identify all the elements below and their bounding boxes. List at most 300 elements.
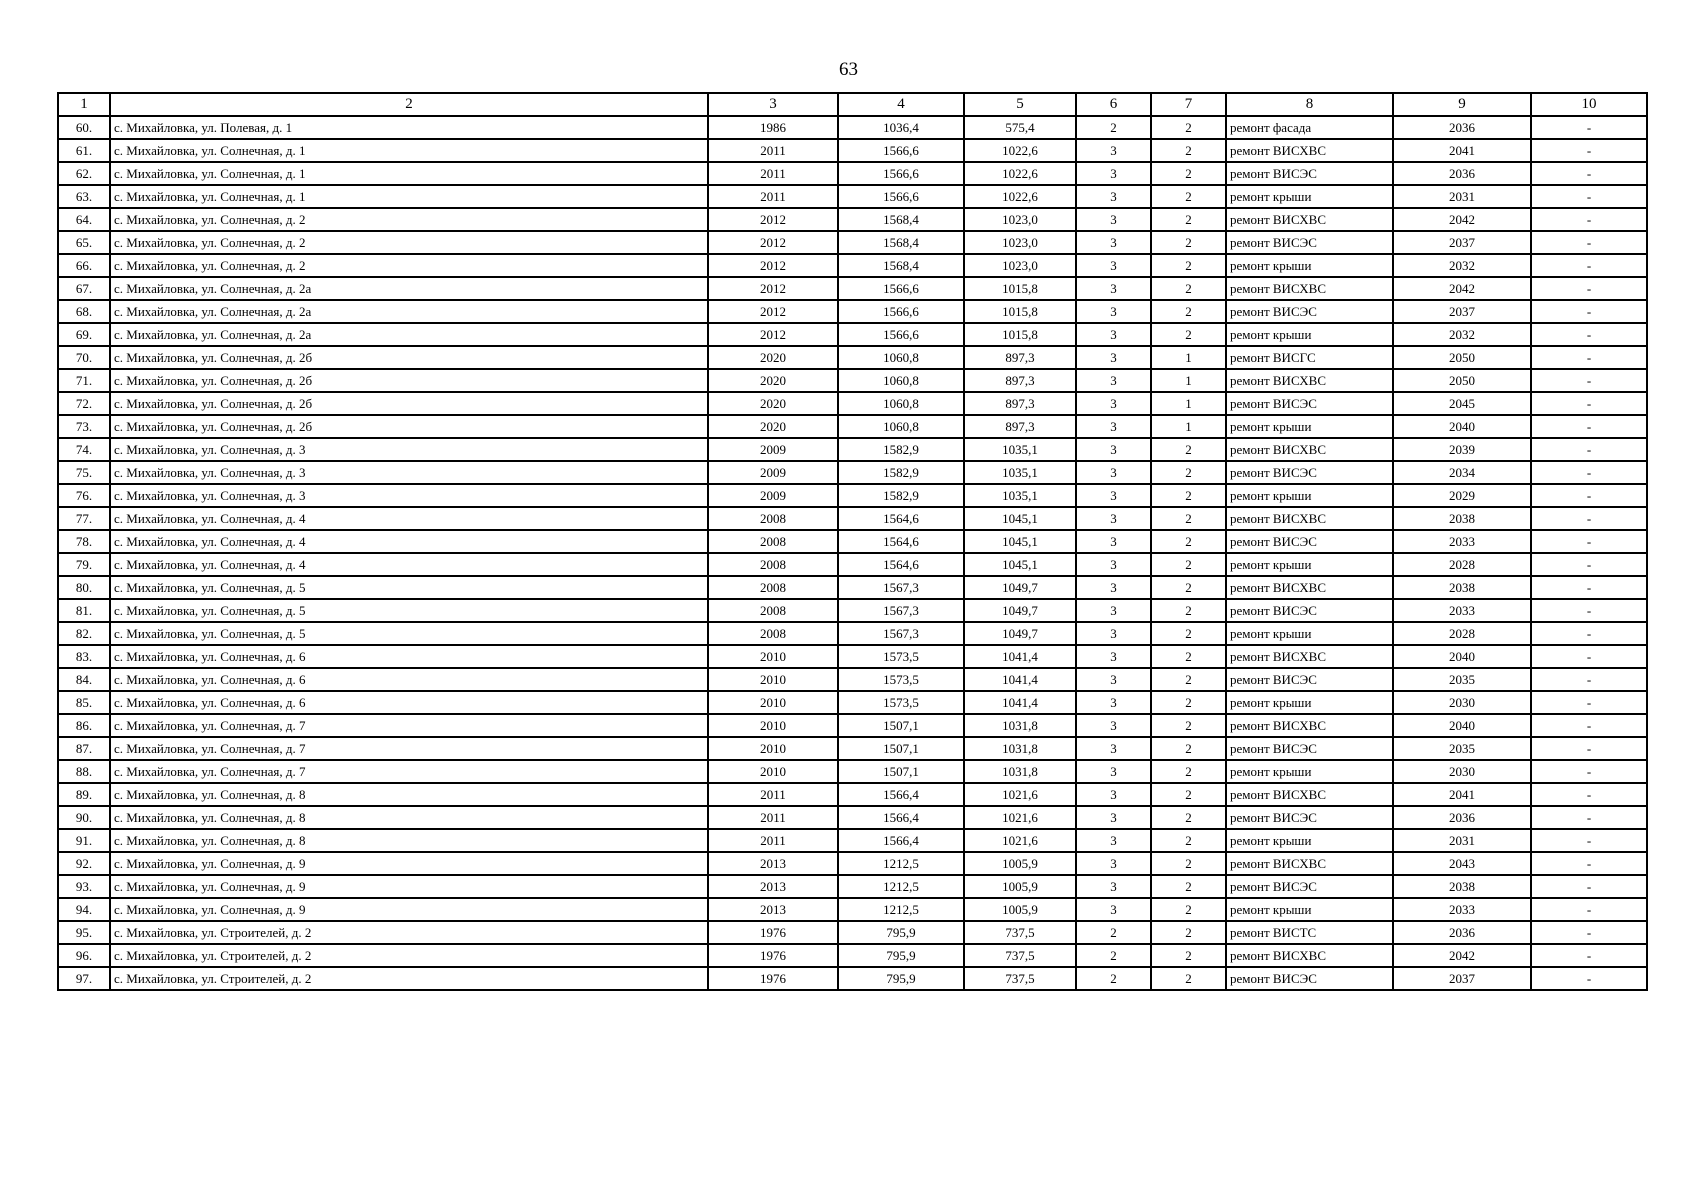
living-area-cell: 1022,6 [964, 162, 1076, 185]
year-built-cell: 2008 [708, 530, 838, 553]
address-cell: с. Михайловка, ул. Солнечная, д. 2б [110, 346, 708, 369]
entrances-cell: 2 [1151, 484, 1226, 507]
planned-year-cell: 2050 [1393, 346, 1531, 369]
work-type-cell: ремонт крыши [1226, 185, 1393, 208]
entrances-cell: 2 [1151, 461, 1226, 484]
living-area-cell: 1022,6 [964, 139, 1076, 162]
entrances-cell: 2 [1151, 208, 1226, 231]
planned-year-cell: 2035 [1393, 668, 1531, 691]
living-area-cell: 897,3 [964, 392, 1076, 415]
year-built-cell: 2010 [708, 645, 838, 668]
planned-year-cell: 2042 [1393, 277, 1531, 300]
table-row [58, 783, 1647, 806]
note-cell: - [1531, 185, 1647, 208]
work-type-cell: ремонт ВИСЭС [1226, 668, 1393, 691]
table-row [58, 323, 1647, 346]
address-cell: с. Михайловка, ул. Солнечная, д. 2а [110, 277, 708, 300]
floors-cell: 3 [1076, 300, 1151, 323]
living-area-cell: 575,4 [964, 116, 1076, 139]
address-cell: с. Михайловка, ул. Строителей, д. 2 [110, 921, 708, 944]
row-number-cell: 74. [58, 438, 110, 461]
planned-year-cell: 2036 [1393, 116, 1531, 139]
floors-cell: 3 [1076, 806, 1151, 829]
year-built-cell: 2011 [708, 185, 838, 208]
column-header: 3 [708, 93, 838, 116]
floors-cell: 3 [1076, 392, 1151, 415]
year-built-cell: 2011 [708, 139, 838, 162]
total-area-cell: 1566,6 [838, 300, 964, 323]
address-cell: с. Михайловка, ул. Солнечная, д. 2б [110, 415, 708, 438]
note-cell: - [1531, 783, 1647, 806]
living-area-cell: 737,5 [964, 944, 1076, 967]
work-type-cell: ремонт крыши [1226, 553, 1393, 576]
planned-year-cell: 2031 [1393, 185, 1531, 208]
table-row [58, 231, 1647, 254]
total-area-cell: 1568,4 [838, 208, 964, 231]
row-number-cell: 91. [58, 829, 110, 852]
table-row [58, 415, 1647, 438]
total-area-cell: 1507,1 [838, 760, 964, 783]
row-number-cell: 97. [58, 967, 110, 990]
table-row [58, 162, 1647, 185]
note-cell: - [1531, 760, 1647, 783]
total-area-cell: 1573,5 [838, 645, 964, 668]
note-cell: - [1531, 277, 1647, 300]
planned-year-cell: 2038 [1393, 507, 1531, 530]
address-cell: с. Михайловка, ул. Солнечная, д. 2б [110, 392, 708, 415]
note-cell: - [1531, 254, 1647, 277]
total-area-cell: 1036,4 [838, 116, 964, 139]
table-row [58, 668, 1647, 691]
work-type-cell: ремонт ВИСХВС [1226, 139, 1393, 162]
year-built-cell: 2013 [708, 852, 838, 875]
table-row [58, 484, 1647, 507]
work-type-cell: ремонт ВИСЭС [1226, 530, 1393, 553]
planned-year-cell: 2029 [1393, 484, 1531, 507]
address-cell: с. Михайловка, ул. Солнечная, д. 1 [110, 162, 708, 185]
address-cell: с. Михайловка, ул. Солнечная, д. 1 [110, 185, 708, 208]
living-area-cell: 1031,8 [964, 714, 1076, 737]
row-number-cell: 79. [58, 553, 110, 576]
entrances-cell: 2 [1151, 921, 1226, 944]
note-cell: - [1531, 346, 1647, 369]
year-built-cell: 2020 [708, 415, 838, 438]
planned-year-cell: 2050 [1393, 369, 1531, 392]
total-area-cell: 795,9 [838, 967, 964, 990]
total-area-cell: 1566,4 [838, 806, 964, 829]
floors-cell: 3 [1076, 254, 1151, 277]
row-number-cell: 71. [58, 369, 110, 392]
living-area-cell: 1005,9 [964, 852, 1076, 875]
planned-year-cell: 2041 [1393, 139, 1531, 162]
work-type-cell: ремонт ВИСХВС [1226, 783, 1393, 806]
work-type-cell: ремонт ВИСЭС [1226, 806, 1393, 829]
note-cell: - [1531, 921, 1647, 944]
planned-year-cell: 2041 [1393, 783, 1531, 806]
entrances-cell: 2 [1151, 783, 1226, 806]
entrances-cell: 2 [1151, 737, 1226, 760]
entrances-cell: 2 [1151, 300, 1226, 323]
planned-year-cell: 2034 [1393, 461, 1531, 484]
address-cell: с. Михайловка, ул. Полевая, д. 1 [110, 116, 708, 139]
living-area-cell: 1041,4 [964, 691, 1076, 714]
planned-year-cell: 2040 [1393, 415, 1531, 438]
living-area-cell: 1023,0 [964, 231, 1076, 254]
year-built-cell: 2012 [708, 277, 838, 300]
year-built-cell: 2010 [708, 760, 838, 783]
living-area-cell: 1015,8 [964, 277, 1076, 300]
living-area-cell: 1045,1 [964, 530, 1076, 553]
entrances-cell: 2 [1151, 760, 1226, 783]
year-built-cell: 2010 [708, 691, 838, 714]
total-area-cell: 1564,6 [838, 530, 964, 553]
note-cell: - [1531, 438, 1647, 461]
work-type-cell: ремонт ВИСГС [1226, 346, 1393, 369]
year-built-cell: 2012 [708, 208, 838, 231]
row-number-cell: 66. [58, 254, 110, 277]
planned-year-cell: 2042 [1393, 944, 1531, 967]
row-number-cell: 72. [58, 392, 110, 415]
entrances-cell: 2 [1151, 599, 1226, 622]
planned-year-cell: 2033 [1393, 898, 1531, 921]
living-area-cell: 1015,8 [964, 323, 1076, 346]
entrances-cell: 2 [1151, 530, 1226, 553]
total-area-cell: 1564,6 [838, 553, 964, 576]
table-row [58, 438, 1647, 461]
planned-year-cell: 2032 [1393, 323, 1531, 346]
work-type-cell: ремонт крыши [1226, 323, 1393, 346]
year-built-cell: 2011 [708, 162, 838, 185]
floors-cell: 3 [1076, 438, 1151, 461]
address-cell: с. Михайловка, ул. Солнечная, д. 6 [110, 668, 708, 691]
total-area-cell: 1566,6 [838, 185, 964, 208]
floors-cell: 3 [1076, 737, 1151, 760]
table-row [58, 116, 1647, 139]
row-number-cell: 63. [58, 185, 110, 208]
work-type-cell: ремонт ВИСЭС [1226, 967, 1393, 990]
row-number-cell: 81. [58, 599, 110, 622]
address-cell: с. Михайловка, ул. Солнечная, д. 8 [110, 806, 708, 829]
living-area-cell: 1005,9 [964, 875, 1076, 898]
row-number-cell: 77. [58, 507, 110, 530]
floors-cell: 3 [1076, 231, 1151, 254]
entrances-cell: 2 [1151, 967, 1226, 990]
planned-year-cell: 2038 [1393, 576, 1531, 599]
planned-year-cell: 2035 [1393, 737, 1531, 760]
note-cell: - [1531, 944, 1647, 967]
column-header: 8 [1226, 93, 1393, 116]
note-cell: - [1531, 714, 1647, 737]
address-cell: с. Михайловка, ул. Солнечная, д. 5 [110, 576, 708, 599]
entrances-cell: 2 [1151, 622, 1226, 645]
work-type-cell: ремонт ВИСХВС [1226, 645, 1393, 668]
floors-cell: 3 [1076, 415, 1151, 438]
column-header: 2 [110, 93, 708, 116]
year-built-cell: 1976 [708, 921, 838, 944]
floors-cell: 2 [1076, 944, 1151, 967]
year-built-cell: 1986 [708, 116, 838, 139]
living-area-cell: 1021,6 [964, 829, 1076, 852]
living-area-cell: 737,5 [964, 967, 1076, 990]
floors-cell: 3 [1076, 829, 1151, 852]
year-built-cell: 2010 [708, 668, 838, 691]
entrances-cell: 2 [1151, 944, 1226, 967]
floors-cell: 3 [1076, 139, 1151, 162]
planned-year-cell: 2033 [1393, 530, 1531, 553]
floors-cell: 3 [1076, 484, 1151, 507]
planned-year-cell: 2036 [1393, 806, 1531, 829]
table-row [58, 369, 1647, 392]
floors-cell: 3 [1076, 461, 1151, 484]
work-type-cell: ремонт ВИСХВС [1226, 576, 1393, 599]
floors-cell: 3 [1076, 668, 1151, 691]
planned-year-cell: 2045 [1393, 392, 1531, 415]
row-number-cell: 89. [58, 783, 110, 806]
living-area-cell: 1022,6 [964, 185, 1076, 208]
planned-year-cell: 2032 [1393, 254, 1531, 277]
total-area-cell: 1060,8 [838, 346, 964, 369]
year-built-cell: 2010 [708, 714, 838, 737]
work-type-cell: ремонт ВИСЭС [1226, 737, 1393, 760]
year-built-cell: 2009 [708, 484, 838, 507]
total-area-cell: 795,9 [838, 944, 964, 967]
address-cell: с. Михайловка, ул. Солнечная, д. 4 [110, 507, 708, 530]
note-cell: - [1531, 668, 1647, 691]
living-area-cell: 1049,7 [964, 576, 1076, 599]
work-type-cell: ремонт ВИСЭС [1226, 392, 1393, 415]
table-row [58, 254, 1647, 277]
table-row [58, 507, 1647, 530]
table-row [58, 346, 1647, 369]
entrances-cell: 2 [1151, 829, 1226, 852]
living-area-cell: 1005,9 [964, 898, 1076, 921]
table-row [58, 875, 1647, 898]
floors-cell: 3 [1076, 530, 1151, 553]
floors-cell: 2 [1076, 967, 1151, 990]
note-cell: - [1531, 645, 1647, 668]
total-area-cell: 795,9 [838, 921, 964, 944]
address-cell: с. Михайловка, ул. Солнечная, д. 5 [110, 622, 708, 645]
year-built-cell: 2012 [708, 231, 838, 254]
row-number-cell: 83. [58, 645, 110, 668]
total-area-cell: 1507,1 [838, 737, 964, 760]
row-number-cell: 93. [58, 875, 110, 898]
row-number-cell: 94. [58, 898, 110, 921]
note-cell: - [1531, 898, 1647, 921]
work-type-cell: ремонт крыши [1226, 484, 1393, 507]
work-type-cell: ремонт крыши [1226, 691, 1393, 714]
entrances-cell: 2 [1151, 898, 1226, 921]
address-cell: с. Михайловка, ул. Солнечная, д. 7 [110, 760, 708, 783]
row-number-cell: 64. [58, 208, 110, 231]
address-cell: с. Михайловка, ул. Солнечная, д. 2 [110, 231, 708, 254]
living-area-cell: 1031,8 [964, 760, 1076, 783]
floors-cell: 3 [1076, 323, 1151, 346]
work-type-cell: ремонт крыши [1226, 760, 1393, 783]
table-row [58, 921, 1647, 944]
address-cell: с. Михайловка, ул. Солнечная, д. 4 [110, 553, 708, 576]
year-built-cell: 2011 [708, 829, 838, 852]
planned-year-cell: 2028 [1393, 553, 1531, 576]
planned-year-cell: 2040 [1393, 645, 1531, 668]
floors-cell: 3 [1076, 185, 1151, 208]
planned-year-cell: 2038 [1393, 875, 1531, 898]
year-built-cell: 2008 [708, 576, 838, 599]
floors-cell: 3 [1076, 852, 1151, 875]
year-built-cell: 2008 [708, 622, 838, 645]
table-row [58, 277, 1647, 300]
total-area-cell: 1212,5 [838, 898, 964, 921]
address-cell: с. Михайловка, ул. Солнечная, д. 2а [110, 300, 708, 323]
note-cell: - [1531, 392, 1647, 415]
total-area-cell: 1060,8 [838, 392, 964, 415]
row-number-cell: 85. [58, 691, 110, 714]
table-row [58, 576, 1647, 599]
address-cell: с. Михайловка, ул. Солнечная, д. 2а [110, 323, 708, 346]
total-area-cell: 1567,3 [838, 622, 964, 645]
note-cell: - [1531, 622, 1647, 645]
table-row [58, 300, 1647, 323]
floors-cell: 3 [1076, 277, 1151, 300]
work-type-cell: ремонт ВИСТС [1226, 921, 1393, 944]
planned-year-cell: 2043 [1393, 852, 1531, 875]
page-number: 63 [839, 59, 858, 80]
address-cell: с. Михайловка, ул. Солнечная, д. 9 [110, 875, 708, 898]
address-cell: с. Михайловка, ул. Солнечная, д. 3 [110, 484, 708, 507]
total-area-cell: 1566,6 [838, 323, 964, 346]
living-area-cell: 1021,6 [964, 783, 1076, 806]
entrances-cell: 2 [1151, 714, 1226, 737]
entrances-cell: 1 [1151, 392, 1226, 415]
year-built-cell: 2008 [708, 507, 838, 530]
row-number-cell: 73. [58, 415, 110, 438]
row-number-cell: 67. [58, 277, 110, 300]
entrances-cell: 2 [1151, 875, 1226, 898]
year-built-cell: 2012 [708, 323, 838, 346]
note-cell: - [1531, 208, 1647, 231]
living-area-cell: 1049,7 [964, 622, 1076, 645]
work-type-cell: ремонт ВИСЭС [1226, 599, 1393, 622]
row-number-cell: 75. [58, 461, 110, 484]
address-cell: с. Михайловка, ул. Солнечная, д. 9 [110, 898, 708, 921]
column-header: 5 [964, 93, 1076, 116]
living-area-cell: 1035,1 [964, 438, 1076, 461]
floors-cell: 3 [1076, 783, 1151, 806]
entrances-cell: 2 [1151, 254, 1226, 277]
note-cell: - [1531, 852, 1647, 875]
note-cell: - [1531, 139, 1647, 162]
table-row [58, 185, 1647, 208]
entrances-cell: 2 [1151, 806, 1226, 829]
floors-cell: 3 [1076, 507, 1151, 530]
table-row [58, 622, 1647, 645]
planned-year-cell: 2036 [1393, 162, 1531, 185]
table-row [58, 760, 1647, 783]
header-row [58, 93, 1647, 116]
living-area-cell: 1021,6 [964, 806, 1076, 829]
table-row [58, 806, 1647, 829]
address-cell: с. Михайловка, ул. Солнечная, д. 8 [110, 829, 708, 852]
total-area-cell: 1566,4 [838, 829, 964, 852]
total-area-cell: 1582,9 [838, 438, 964, 461]
floors-cell: 3 [1076, 691, 1151, 714]
row-number-cell: 65. [58, 231, 110, 254]
living-area-cell: 1031,8 [964, 737, 1076, 760]
address-cell: с. Михайловка, ул. Солнечная, д. 1 [110, 139, 708, 162]
note-cell: - [1531, 116, 1647, 139]
address-cell: с. Михайловка, ул. Солнечная, д. 2 [110, 208, 708, 231]
total-area-cell: 1567,3 [838, 576, 964, 599]
entrances-cell: 2 [1151, 162, 1226, 185]
living-area-cell: 1023,0 [964, 254, 1076, 277]
note-cell: - [1531, 829, 1647, 852]
year-built-cell: 2008 [708, 599, 838, 622]
entrances-cell: 2 [1151, 668, 1226, 691]
row-number-cell: 82. [58, 622, 110, 645]
work-type-cell: ремонт крыши [1226, 898, 1393, 921]
note-cell: - [1531, 507, 1647, 530]
floors-cell: 2 [1076, 921, 1151, 944]
note-cell: - [1531, 415, 1647, 438]
address-cell: с. Михайловка, ул. Солнечная, д. 8 [110, 783, 708, 806]
total-area-cell: 1568,4 [838, 254, 964, 277]
note-cell: - [1531, 323, 1647, 346]
floors-cell: 3 [1076, 622, 1151, 645]
table-row [58, 737, 1647, 760]
total-area-cell: 1566,6 [838, 139, 964, 162]
row-number-cell: 87. [58, 737, 110, 760]
year-built-cell: 2009 [708, 438, 838, 461]
address-cell: с. Михайловка, ул. Солнечная, д. 3 [110, 461, 708, 484]
planned-year-cell: 2042 [1393, 208, 1531, 231]
row-number-cell: 70. [58, 346, 110, 369]
work-type-cell: ремонт крыши [1226, 415, 1393, 438]
floors-cell: 2 [1076, 116, 1151, 139]
note-cell: - [1531, 967, 1647, 990]
note-cell: - [1531, 553, 1647, 576]
living-area-cell: 897,3 [964, 346, 1076, 369]
year-built-cell: 2008 [708, 553, 838, 576]
floors-cell: 3 [1076, 162, 1151, 185]
year-built-cell: 1976 [708, 967, 838, 990]
floors-cell: 3 [1076, 714, 1151, 737]
address-cell: с. Михайловка, ул. Солнечная, д. 3 [110, 438, 708, 461]
living-area-cell: 1035,1 [964, 461, 1076, 484]
work-type-cell: ремонт ВИСХВС [1226, 852, 1393, 875]
total-area-cell: 1212,5 [838, 875, 964, 898]
work-type-cell: ремонт ВИСЭС [1226, 162, 1393, 185]
table-row [58, 829, 1647, 852]
entrances-cell: 2 [1151, 852, 1226, 875]
entrances-cell: 2 [1151, 185, 1226, 208]
living-area-cell: 1045,1 [964, 553, 1076, 576]
total-area-cell: 1212,5 [838, 852, 964, 875]
column-header: 4 [838, 93, 964, 116]
planned-year-cell: 2033 [1393, 599, 1531, 622]
address-cell: с. Михайловка, ул. Солнечная, д. 6 [110, 691, 708, 714]
planned-year-cell: 2036 [1393, 921, 1531, 944]
living-area-cell: 1041,4 [964, 668, 1076, 691]
work-type-cell: ремонт крыши [1226, 622, 1393, 645]
total-area-cell: 1566,6 [838, 277, 964, 300]
work-type-cell: ремонт фасада [1226, 116, 1393, 139]
note-cell: - [1531, 369, 1647, 392]
year-built-cell: 2013 [708, 898, 838, 921]
row-number-cell: 84. [58, 668, 110, 691]
total-area-cell: 1507,1 [838, 714, 964, 737]
row-number-cell: 86. [58, 714, 110, 737]
note-cell: - [1531, 576, 1647, 599]
